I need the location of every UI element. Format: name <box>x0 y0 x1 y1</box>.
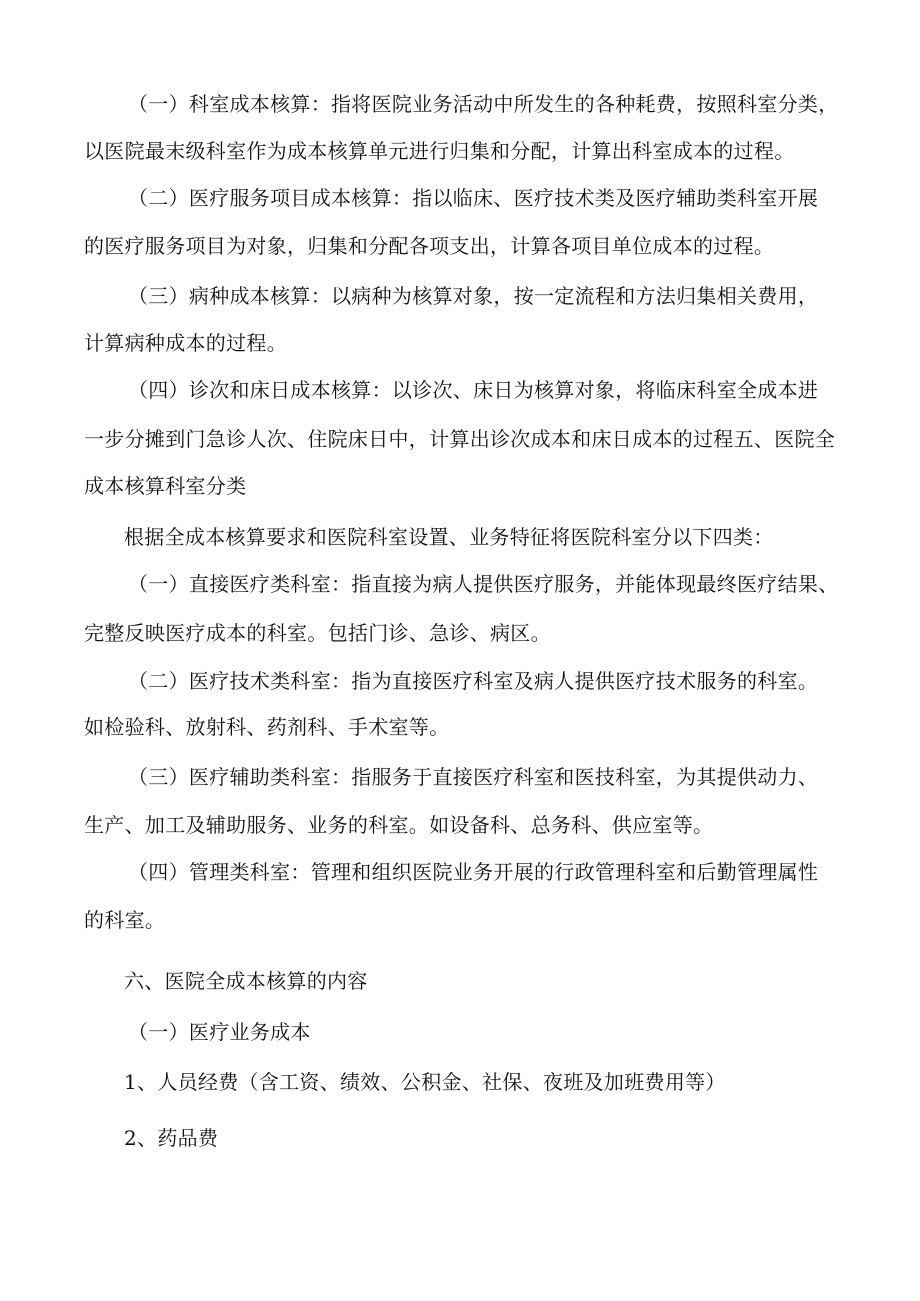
paragraph-6-line-2: 完整反映医疗成本的科室。包括门诊、急诊、病区。 <box>84 621 551 645</box>
paragraph-7-line-1: （二）医疗技术类科室：指为直接医疗科室及病人提供医疗技术服务的科室。 <box>128 669 819 693</box>
paragraph-4-line-1: （四）诊次和床日成本核算：以诊次、床日为核算对象，将临床科室全成本进 <box>128 378 819 402</box>
paragraph-1-line-1: （一）科室成本核算：指将医院业务活动中所发生的各种耗费，按照科室分类， <box>128 92 839 116</box>
paragraph-8-line-2: 生产、加工及辅助服务、业务的科室。如设备科、总务科、供应室等。 <box>84 813 714 837</box>
section-heading-six: 六、医院全成本核算的内容 <box>124 969 368 993</box>
paragraph-9-line-1: （四）管理类科室：管理和组织医院业务开展的行政管理科室和后勤管理属性 <box>128 860 819 884</box>
paragraph-4-line-3: 成本核算科室分类 <box>84 474 247 498</box>
list-item-personnel-expenses: 1、人员经费（含工资、绩效、公积金、社保、夜班及加班费用等） <box>124 1070 726 1094</box>
paragraph-7-line-2: 如检验科、放射科、药剂科、手术室等。 <box>84 715 450 739</box>
paragraph-5-line-1: 根据全成本核算要求和医院科室设置、业务特征将医院科室分以下四类： <box>124 525 774 549</box>
paragraph-1-line-2: 以医院最末级科室作为成本核算单元进行归集和分配，计算出科室成本的过程。 <box>84 139 795 163</box>
paragraph-3-line-2: 计算病种成本的过程。 <box>84 331 287 355</box>
paragraph-8-line-1: （三）医疗辅助类科室：指服务于直接医疗科室和医技科室，为其提供动力、 <box>128 765 819 789</box>
paragraph-4-line-2: 一步分摊到门急诊人次、住院床日中，计算出诊次成本和床日成本的过程五、医院全 <box>84 427 836 451</box>
subheading-medical-business-cost: （一）医疗业务成本 <box>128 1020 311 1044</box>
paragraph-9-line-2: 的科室。 <box>84 908 166 932</box>
paragraph-2-line-2: 的医疗服务项目为对象，归集和分配各项支出，计算各项目单位成本的过程。 <box>84 234 775 258</box>
paragraph-2-line-1: （二）医疗服务项目成本核算：指以临床、医疗技术类及医疗辅助类科室开展 <box>128 186 819 210</box>
list-item-drug-expenses: 2、药品费 <box>124 1126 219 1150</box>
paragraph-6-line-1: （一）直接医疗类科室：指直接为病人提供医疗服务，并能体现最终医疗结果、 <box>128 572 839 596</box>
paragraph-3-line-1: （三）病种成本核算：以病种为核算对象，按一定流程和方法归集相关费用， <box>128 284 819 308</box>
